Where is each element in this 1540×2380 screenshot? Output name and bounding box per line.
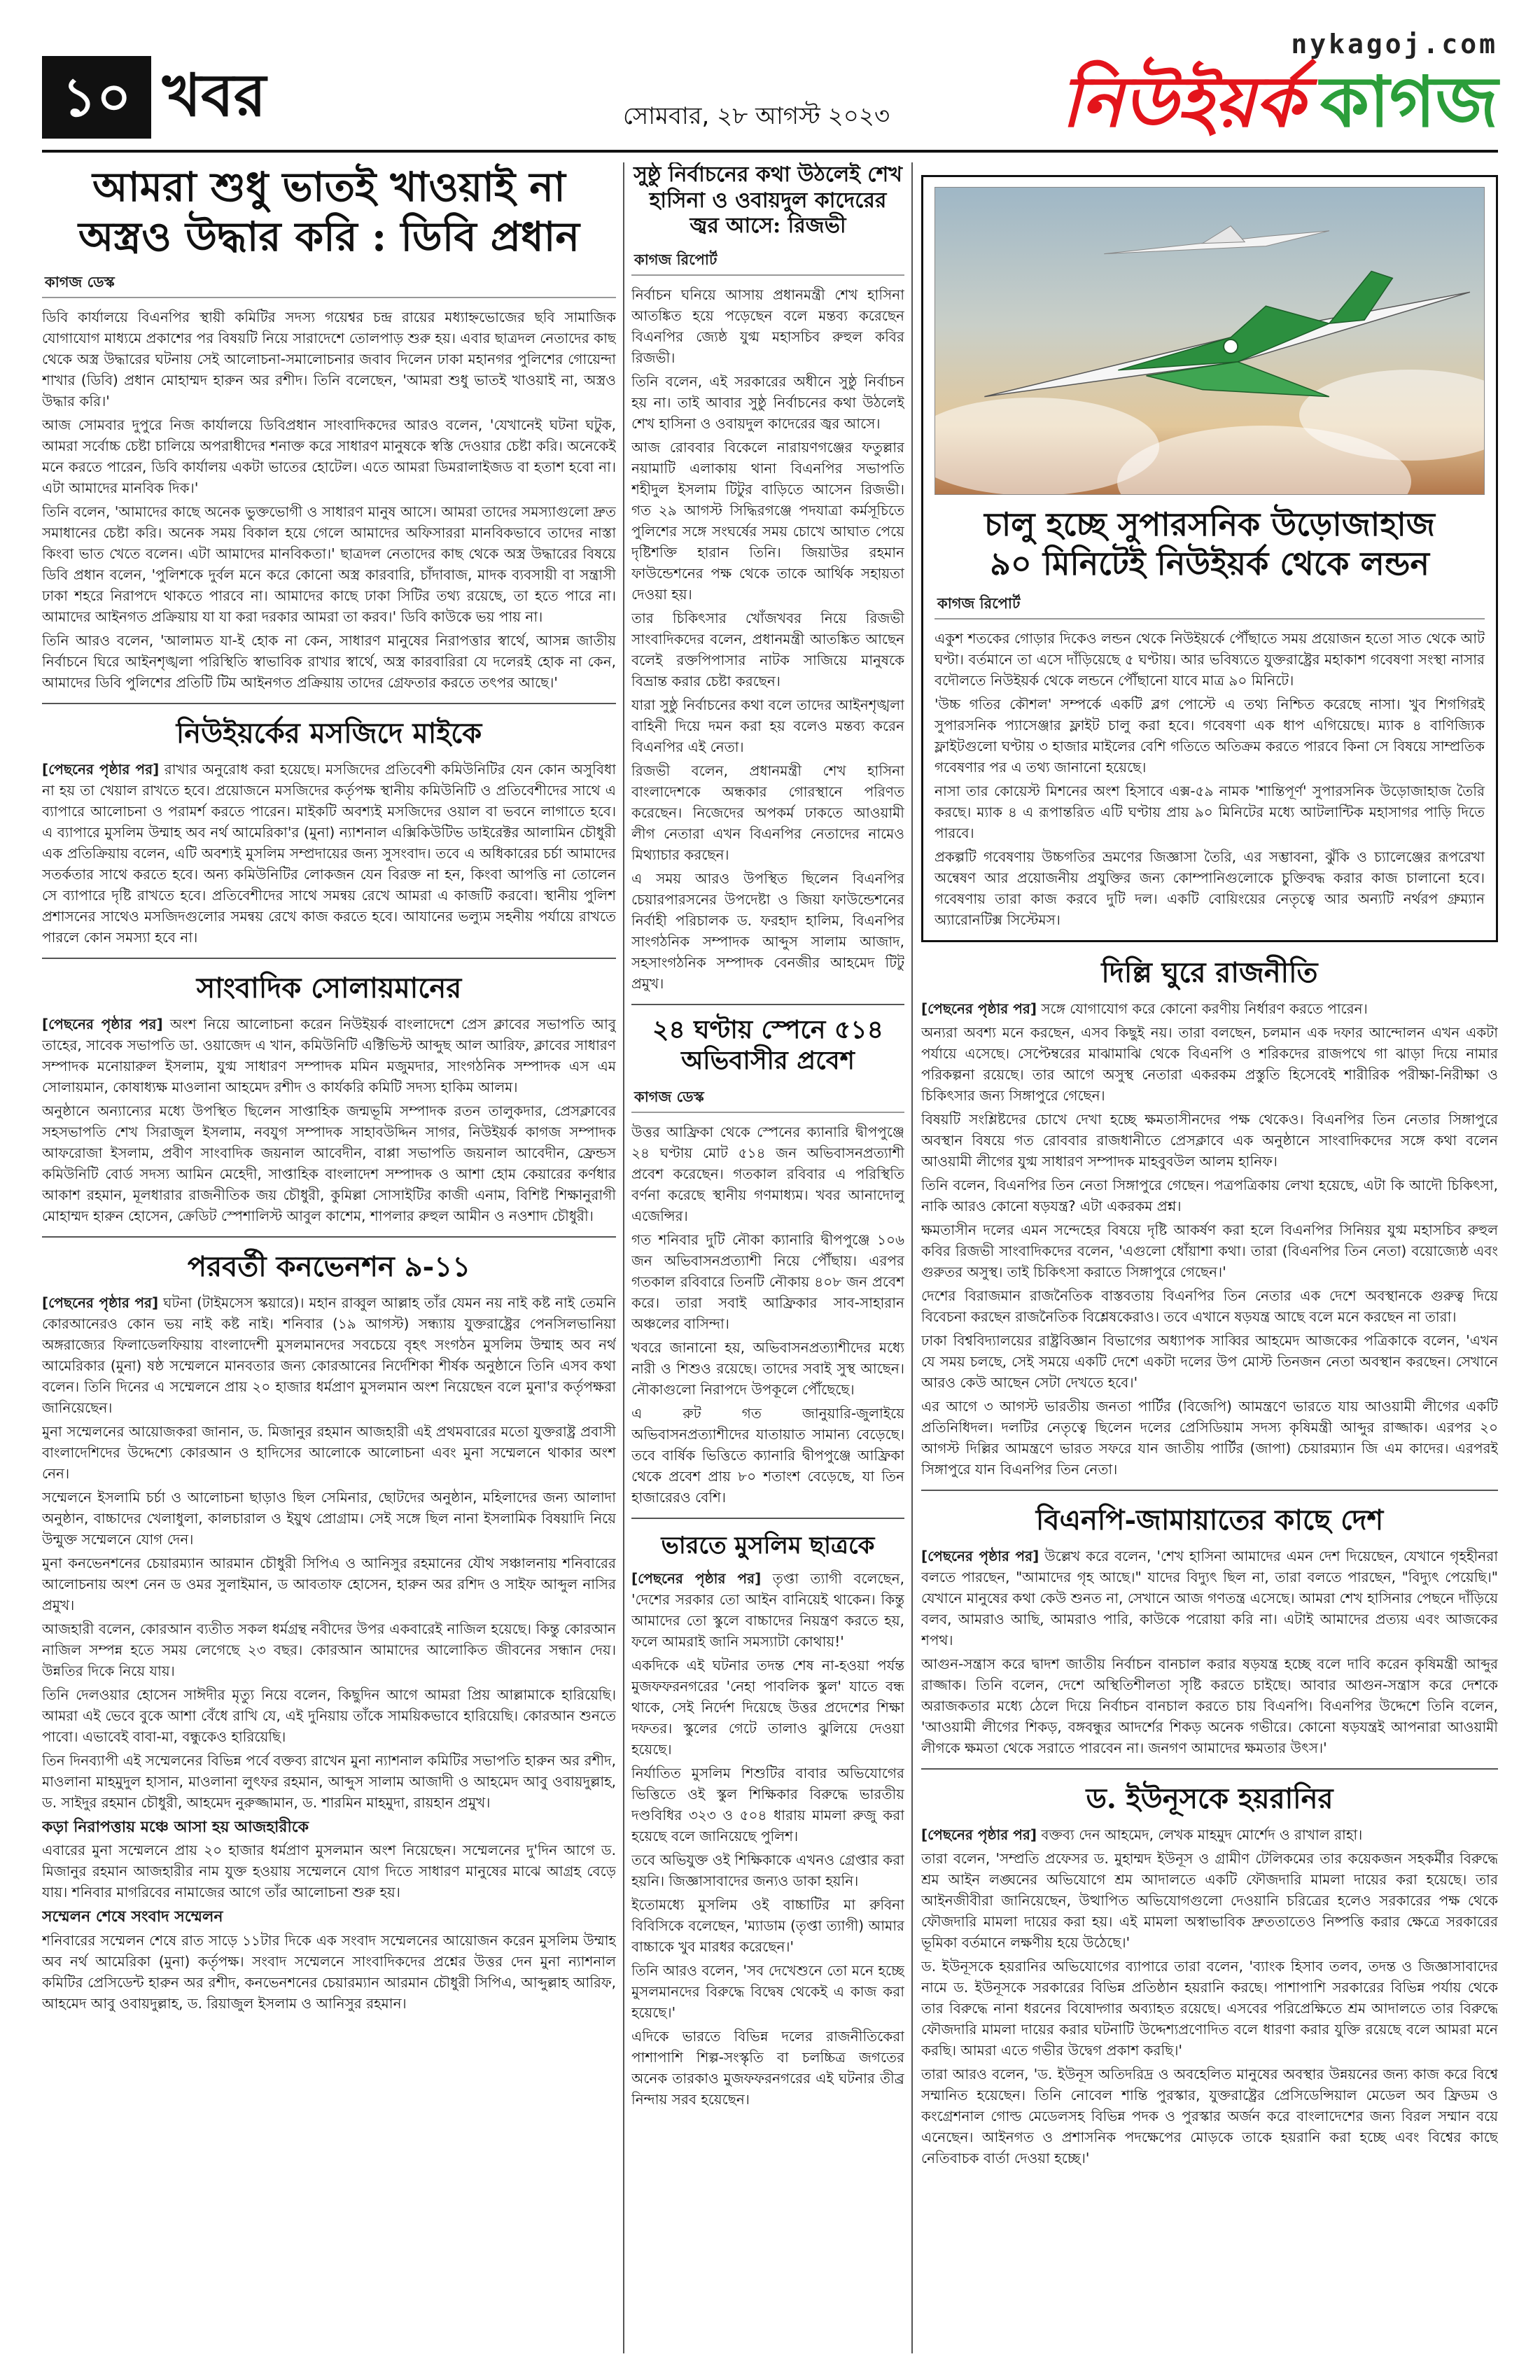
paragraph: খবরে জানানো হয়, অভিবাসনপ্রত্যাশীদের মধ্যে নারী ও শিশুও রয়েছে। তাদের সবাই সুস্থ আছেন। নৌকাগুলো নিরাপদে উপকূলে পৌঁছেছে। <box>631 1338 904 1398</box>
article-body <box>42 1292 616 2015</box>
paragraph <box>921 1546 1498 1651</box>
paragraph: তারা বলেন, 'সম্প্রতি প্রফেসর ড. মুহাম্মদ ইউনূস ও গ্রামীণ টেলিকমের তার কয়েকজন সহকর্মীর বিরুদ্ধে শ্রম আইন লঙ্ঘনের অভিযোগে শ্রম আদালতে একটি ফৌজদারি মামলা দায়ের করা হয়েছে। তার আইনজীবীরা জানিয়েছেন, উত্থাপিত অভিযোগগুলো দেওয়ানি চরিত্রের হলেও সরকারের পক্ষ থেকে ফৌজদারি মামলা দায়ের করা হয়। এই মামলা অস্বাভাবিক দ্রুততাতেও নিষ্পত্তি করার ক্ষেত্রে সরকারের ভূমিকা বর্তমানে লক্ষণীয় হয়ে উঠেছে।' <box>921 1850 1498 1952</box>
paragraph: ড. ইউনূসকে হয়রানির অভিযোগের ব্যাপারে তারা বলেন, 'ব্যাংক হিসাব তলব, তদন্ত ও জিজ্ঞাসাবাদের নামে ড. ইউনূসকে সরকারের বিভিন্ন প্রতিষ্ঠান হয়রানি করছে। পাশাপাশি সরকারের বিভিন্ন পর্যায় থেকে তার বিরুদ্ধে নানা ধরনের বিষোদ্গার অব্যাহত রয়েছে। এসবের পরিপ্রেক্ষিতে শ্রম আদালতে তার বিরুদ্ধে ফৌজদারি মামলা দায়ের করার ঘটনাটি উদ্দেশ্যপ্রণোদিত বলে ধারণা করার যুক্তি রয়েছে বলে আমরা মনে করছি। আমরা এতে গভীর উদ্বেগ প্রকাশ করছি।' <box>921 1958 1498 2059</box>
paragraph: 'উচ্চ গতির কৌশল' সম্পর্কে একটি ব্লগ পোস্টে এ তথ্য নিশ্চিত করেছে নাসা। খুব শিগগিরই সুপারসনিক প্যাসেঞ্জার ফ্লাইট চালু করা হবে। গবেষণা এক ধাপ এগিয়েছে। ম্যাক ৪ বাণিজ্যিক ফ্লাইটগুলো ঘণ্টায় ৩ হাজার মাইলের বেশি গতিতে অতিক্রম করতে পারবে কিনা সে বিষয়ে সাম্প্রতিক গবেষণার পর এ তথ্য জানানো হয়েছে। <box>934 696 1485 776</box>
paragraph: ক্ষমতাসীন দলের এমন সন্দেহের বিষয়ে দৃষ্টি আকর্ষণ করা হলে বিএনপির সিনিয়র যুগ্ম মহাসচিব রুহুল কবির রিজভী সাংবাদিকদের বলেন, 'এগুলো ধোঁয়াশা কথা। তারা (বিএনপির তিন নেতা) বয়োজ্যেষ্ঠ এবং গুরুতর অসুস্থ। তাই চিকিৎসা করাতে সিঙ্গাপুরে গেছেন।' <box>921 1222 1498 1281</box>
paragraph: মুনা সম্মেলনের আয়োজকরা জানান, ড. মিজানুর রহমান আজহারী এই প্রথমবারের মতো যুক্তরাষ্ট্র প্রবাসী বাংলাদেশিদের উদ্দেশ্যে কোরআন ও হাদিসের আলোকে আলোচনা এবং মুনা সম্মেলনে থাকার অংশ নেন। <box>42 1422 616 1482</box>
article-body <box>42 759 616 948</box>
article-rizvi <box>631 162 904 994</box>
headline: সুষ্ঠু নির্বাচনের কথা উঠলেই শেখ হাসিনা ও ওবায়দুল কাদেরের জ্বর আসে: রিজভী <box>634 162 902 239</box>
headline: নিউইয়র্কের মসজিদে মাইকে <box>176 716 482 750</box>
paragraph: দেশের বিরাজমান রাজনৈতিক বাস্তবতায় বিএনপির তিন নেতার এক দেশে অবস্থানকে গুরুত্ব দিয়ে বিবেচনা করছেন রাজনৈতিক বিশ্লেষকেরাও। তবে এখানে ষড়যন্ত্র আছে বলে মনে করছেন না তারা। <box>921 1287 1498 1326</box>
paragraph-text: ঘটনা (টাইমসেস স্কয়ারে)। মহান রাব্বুল আল্লাহ তাঁর যেমন নয় নাই কষ্ট নাই তেমনি কোরআনেরও কোন ভয় নাই কষ্ট নাই। শনিবার (১৯ আগস্ট) সন্ধ্যায় যুক্তরাষ্ট্রের পেনসিলভানিয়া অঙ্গরাজ্যের ফিলাডেলফিয়ায় বাংলাদেশী মুসলমানদের সবচেয়ে বৃহৎ সংগঠন মুসলিম উম্মাহ অব নর্থ আমেরিকার (মুনা) ষষ্ঠ সম্মেলনে মানবতার জন্য কোরআনের নির্দেশিকা শীর্ষক অনুষ্ঠানে তিনি এসব কথা বলেন। তিনি দিনের এ সম্মেলনে প্রায় ২০ হাজার ধর্মপ্রাণ মুসলমান অংশ নিয়েছেন বলে মুনা'র কর্তৃপক্ষরা জানিয়েছেন। <box>42 1294 616 1416</box>
paragraph: গত শনিবার দুটি নৌকা ক্যানারি দ্বীপপুঞ্জে ১০৬ জন অভিবাসনপ্রত্যাশী নিয়ে পৌঁছায়। এরপর গতকাল রবিবারে তিনটি নৌকায় ৪০৮ জন প্রবেশ করে। তারা সবাই আফ্রিকার সাব-সাহারান অঞ্চলের বাসিন্দা। <box>631 1231 904 1332</box>
article-spain <box>631 1015 904 1508</box>
article-body <box>42 307 616 693</box>
jump-marker: [পেছনের পৃষ্ঠার পর] <box>42 760 160 778</box>
article-body <box>934 628 1485 930</box>
paragraph: ইতোমধ্যে মুসলিম ওই বাচ্চাটির মা রুবিনা বিবিসিকে বলেছেন, 'ম্যাডাম (তৃপ্তা ত্যাগী) আমার বাচ্চাকে খুব মারধর করেছেন।' <box>631 1896 904 1955</box>
paragraph: প্রকল্পটি গবেষণায় উচ্চগতির ভ্রমণের জিজ্ঞাসা তৈরি, এর সম্ভাবনা, ঝুঁকি ও চ্যালেঞ্জের রূপরেখা অন্বেষণ আর প্রয়োজনীয় প্রযুক্তির জন্য কোম্পানিগুলোকে চুক্তিবদ্ধ করার কাজ চালানো হবে। গবেষণায় তারা কাজ করবে দুটি দল। একটি বোয়িংয়ের নেতৃত্বে আর অন্যটি নর্থরপ গ্রুম্যান অ্যারোনটিক্স সিস্টেমস। <box>934 848 1485 929</box>
supersonic-jet-photo <box>934 187 1485 495</box>
paragraph: তিনি বলেন, বিএনপির তিন নেতা সিঙ্গাপুরে গেছেন। পত্রপত্রিকায় লেখা হয়েছে, এটা কি আদৌ চিকিৎসা, নাকি আরও কোনো ষড়যন্ত্র? এটা একরকম প্রশ্ন। <box>921 1177 1498 1215</box>
paragraph: এ সময় আরও উপস্থিত ছিলেন বিএনপির চেয়ারপারসনের উপদেষ্টা ও জিয়া ফাউন্ডেশনের নির্বাহী পরিচালক ড. ফরহাদ হালিম, বিএনপির সাংগঠনিক সম্পাদক আব্দুস সালাম আজাদ, সহসাংগঠনিক সম্পাদক বেনজীর আহমেদ টিটু প্রমুখ। <box>631 869 904 992</box>
paragraph: তিন দিনব্যাপী এই সম্মেলনের বিভিন্ন পর্বে বক্তব্য রাখেন মুনা ন্যাশনাল কমিটির সভাপতি হারুন অর রশীদ, মাওলানা মাহমুদুল হাসান, মাওলানা লুৎফর রহমান, আব্দুস সালাম আজাদী ও আহমেদ আবু ওবায়দুল্লাহ, ড. সাইদুর রহমান চৌধুরী, আহমেদ নুরুজ্জামান, ড. শারমিন মাহমুদা, রায়হান প্রমুখ। <box>42 1751 616 1811</box>
paragraph: নির্যাতিত মুসলিম শিশুটির বাবার অভিযোগের ভিত্তিতে ওই স্কুল শিক্ষিকার বিরুদ্ধে ভারতীয় দণ্ডবিধির ৩২৩ ও ৫০৪ ধারায় মামলা রুজু করা হয়েছে বলে জানিয়েছে পুলিশ। <box>631 1764 904 1844</box>
headline <box>934 505 1485 583</box>
paragraph: এর আগে ৩ আগস্ট ভারতীয় জনতা পার্টির (বিজেপি) আমন্ত্রণে ভারতে যায় আওয়ামী লীগের একটি প্রতিনিধিদল। দলটির নেতৃত্বে ছিলেন দলের প্রেসিডিয়াম সদস্য কৃষিমন্ত্রী আব্দুর রাজ্জাক। এরপর ২০ আগস্ট দিল্লির আমন্ত্রণে ভারত সফরে যান জাতীয় পার্টির (জাপা) চেয়ারম্যান জি এম কাদের। এরপরই সিঙ্গাপুরে যান বিএনপির তিন নেতা। <box>921 1398 1498 1478</box>
masthead-divider <box>42 150 1498 153</box>
jump-marker: [পেছনের পৃষ্ঠার পর] <box>921 1826 1037 1844</box>
paragraph <box>42 1292 616 1418</box>
jump-marker: [পেছনের পৃষ্ঠার পর] <box>921 1000 1037 1018</box>
article-body <box>921 1546 1498 1758</box>
paragraph: আজহারী বলেন, কোরআন ব্যতীত সকল ধর্মগ্রন্থ নবীদের উপর একবারেই নাজিল হয়েছে। কিন্তু কোরআন নাজিল সম্পন্ন হতে সময় লেগেছে ২৩ বছর। কোরআন আমাদের আলোকিত জীবনের সন্ধান দেয়। উন্নতির দিকে নিয়ে যায়। <box>42 1620 616 1679</box>
paragraph: নির্বাচন ঘনিয়ে আসায় প্রধানমন্ত্রী শেখ হাসিনা আতঙ্কিত হয়ে পড়েছেন বলে মন্তব্য করেছেন বিএনপির জ্যেষ্ঠ যুগ্ম মহাসচিব রুহুল কবির রিজভী। <box>631 286 904 366</box>
headline: ২৪ ঘণ্টায় স্পেনে ৫১৪ অভিবাসীর প্রবেশ <box>652 1014 884 1075</box>
paragraph: মুনা কনভেনশনের চেয়ারম্যান আরমান চৌধুরী সিপিএ ও আনিসুর রহমানের যৌথ সঞ্চালনায় শনিবারের আলোচনায় অংশ নেন ড ওমর সুলাইমান, ড আবতাফ হোসেন, হারুন অর রশিদ ও সাইফ আব্দুল নাসির প্রমুখ। <box>42 1554 616 1614</box>
paragraph-text: সঙ্গে যোগাযোগ করে কোনো করণীয় নির্ধারণ করতে পারেন। <box>1041 1000 1368 1018</box>
article-delhi <box>921 955 1498 1480</box>
divider <box>42 703 616 704</box>
paragraph: ডিবি কার্যালয়ে বিএনপির স্থায়ী কমিটির সদস্য গয়েশ্বর চন্দ্র রায়ের মধ্যাহ্নভোজের ছবি সামাজিক যোগাযোগ মাধ্যমে প্রকাশের পর বিষয়টি নিয়ে সারাদেশে তোলপাড় শুরু হয়। এবার ছাত্রদল নেতাদের কাছ থেকে অস্ত্র উদ্ধারের ঘটনায় সেই আলোচনা-সমালোচনার জবাব দিলেন ঢাকা মহানগর পুলিশের গোয়েন্দা শাখার (ডিবি) প্রধান মোহাম্মদ হারুন অর রশীদ। তিনি বলেছেন, 'আমরা শুধু ভাতই খাওয়াই না, অস্ত্রও উদ্ধার করি।' <box>42 308 616 410</box>
paragraph: তার চিকিৎসার খোঁজখবর নিয়ে রিজভী সাংবাদিকদের বলেন, প্রধানমন্ত্রী আতঙ্কিত আছেন বলেই রক্তপিপাসার নাটক সাজিয়ে মানুষকে বিভ্রান্ত করার চেষ্টা করছেন। <box>631 609 904 690</box>
article-journalist <box>42 970 616 1226</box>
article-body <box>921 998 1498 1480</box>
paragraph: নাসা তার কোয়েস্ট মিশনের অংশ হিসাবে এক্স-৫৯ নামক 'শান্তিপূর্ণ' সুপারসনিক উড়োজাহাজ তৈরি করছে। ম্যাক ৪ এ রূপান্তরিত এটি ঘণ্টায় প্রায় ৯০ মিনিটের মধ্যে আটলান্টিক মহাসাগর পাড়ি দিতে পারবে। <box>934 783 1485 842</box>
divider <box>921 1768 1498 1770</box>
headline: ভারতে মুসলিম ছাত্রকে <box>661 1531 875 1560</box>
article-body <box>631 284 904 994</box>
article-body <box>631 1568 904 2110</box>
column-divider <box>911 162 913 2353</box>
paragraph: অনুষ্ঠানে অন্যান্যের মধ্যে উপস্থিত ছিলেন সাপ্তাহিক জন্মভূমি সম্পাদক রতন তালুকদার, প্রেসক্লাবের সহসভাপতি শেখ সিরাজুল ইসলাম, নবযুগ সম্পাদক সাহাবউদ্দিন সাগর, নিউইয়র্ক কাগজ সম্পাদক আফরোজা ইসলাম, প্রবীণ সাংবাদিক জয়নাল আবেদীন, বাপ্পা সভাপতি জয়নাল আবেদীন, ফ্রেন্ডস কমিউনিটি বোর্ড সদস্য আমিন মেহেদী, সাপ্তাহিক বাংলাদেশ সম্পাদক ও আশা হোম কেয়ারের কর্ণধার আকাশ রহমান, মূলধারার রাজনীতিক জয় চৌধুরী, কুমিল্লা সোসাইটির কাজী এনাম, বিশিষ্ট শিক্ষানুরাগী মোহাম্মদ হারুন হোসেন, ক্রেডিট স্পেশালিস্ট আবুল কাশেম, শাপলার রুহুল আমীন ও নওশাদ চৌধুরী। <box>42 1102 616 1224</box>
subheading: কড়া নিরাপত্তায় মঞ্চে আসা হয় আজহারীকে <box>42 1818 309 1836</box>
paragraph <box>42 1014 616 1098</box>
paragraph-text: অংশ নিয়ে আলোচনা করেন নিউইয়র্ক বাংলাদেশে প্রেস ক্লাবের সভাপতি আবু তাহের, সাবেক সভাপতি ডা. ওয়াজেদ এ খান, কমিউনিটি এক্টিভিস্ট আব্দুছ আল আরিফ, ক্লাবের সাধারণ সম্পাদক মনোয়ারুল ইসলাম, যুগ্ম সাধারণ সম্পাদক মমিন মজুমদার, সাংগঠনিক সম্পাদক এস এম সোলায়মান, কোষাধ্যক্ষ মাওলানা আহমেদ রশীদ ও কার্যকরি কমিটি সদস্য হাকিম আলম। <box>42 1015 616 1096</box>
paragraph-text: তৃপ্তা ত্যাগী বলেছেন, 'দেশের সরকার তো আইন বানিয়েই থাকেন। কিন্তু আমাদের তো স্কুলে বাচ্চাদের নিয়ন্ত্রণ করতে হয়, ফলে আমরাই জানি সমস্যাটা কোথায়!' <box>631 1569 904 1650</box>
headline: ড. ইউনূসকে হয়রানির <box>1086 1782 1334 1816</box>
jump-marker: [পেছনের পৃষ্ঠার পর] <box>921 1548 1040 1565</box>
article-db-chief <box>42 162 616 693</box>
newspaper-logo[interactable] <box>1061 56 1498 147</box>
paragraph: তবে অভিযুক্ত ওই শিক্ষিকাকে এখনও গ্রেপ্তার করা হয়নি। জিজ্ঞাসাবাদের জন্যও ডাকা হয়নি। <box>631 1851 904 1889</box>
article-bnp-jamaat <box>921 1502 1498 1758</box>
paragraph-text: রাখার অনুরোধ করা হয়েছে। মসজিদের প্রতিবেশী কমিউনিটির যেন কোন অসুবিধা না হয় তা খেয়াল রাখতে হবে। প্রয়োজনে মসজিদের কর্তৃপক্ষ স্থানীয় কমিউনিটি ও প্রতিবেশীদের সাথে এ ব্যাপারে আলোচনা ও পরামর্শ করতে পারেন। মাইকটি অবশ্যই মসজিদের ওয়াল বা ভবনে লাগাতে হবে। এ ব্যাপারে মুসলিম উম্মাহ অব নর্থ আমেরিকা'র (মুনা) ন্যাশনাল এক্সিকিউটিভ ডাইরেক্টর আলামিন চৌধুরী এক প্রতিক্রিয়ায় বলেন, এটি অবশ্যই মুসলিম সম্প্রদায়ের জন্য সুসংবাদ। তবে এ অধিকারের চর্চা আমাদের সতর্কতার সাথে করতে হবে। অন্য কমিউনিটির লোকজন যেন বিরক্ত না হন, কিংবা আপত্তি না তোলেন সে ব্যাপারে দৃষ্টি রাখতে হবে। প্রতিবেশীদের সাথে সমন্বয় রেখে আমরা এ কাজটি করবো। স্থানীয় পুলিশ প্রশাসনের সাথেও মসজিদগুলোর সমন্বয় রেখে কাজ করতে হবে। আযানের ভল্যুম সহনীয় পর্যায়ে রাখতে পারলে কোন সমস্যা হবে না। <box>42 760 616 946</box>
byline: কাগজ ডেস্ক <box>631 1084 904 1113</box>
left-column <box>42 162 616 2353</box>
article-supersonic <box>921 175 1498 942</box>
headline-line-2: ৯০ মিনিটেই নিউইয়র্ক থেকে লন্ডন <box>990 545 1429 583</box>
article-convention <box>42 1249 616 2015</box>
paragraph: এবারের মুনা সম্মেলনে প্রায় ২০ হাজার ধর্মপ্রাণ মুসলমান অংশ নিয়েছেন। সম্মেলনের দু'দিন আগে ড. মিজানুর রহমান আজহারীর নাম যুক্ত হওয়ায় সম্মেলনে যোগ দিতে সাধারণ মানুষের মাঝে আগ্রহ বেড়ে যায়। শনিবার মাগরিবের নামাজের আগে তাঁর আলোচনা শুরু হয়। <box>42 1842 616 1901</box>
byline: কাগজ ডেস্ক <box>42 269 616 298</box>
jet-illustration <box>935 188 1484 494</box>
paragraph: তিনি আরও বলেন, 'সব দেখেশুনে তো মনে হচ্ছে মুসলমানদের বিরুদ্ধে বিদ্বেষ থেকেই এ কাজ করা হয়েছে।' <box>631 1961 904 2021</box>
logo-text-2: কাগজ <box>1320 60 1498 143</box>
paragraph: ঢাকা বিশ্ববিদ্যালয়ের রাষ্ট্রবিজ্ঞান বিভাগের অধ্যাপক সাব্বির আহমেদ আজকের পত্রিকাকে বলেন, 'এখন যে সময় চলছে, সেই সময়ে একটি দেশে একটা দলের উপ মোস্ট তিনজন নেতা অবস্থান করছেন। সেখানে আরও কেউ আছেন সেটা দেখতে হবে।' <box>921 1332 1498 1392</box>
paragraph: আজ রোববার বিকেলে নারায়ণগঞ্জের ফতুল্লার নয়ামাটি এলাকায় থানা বিএনপির সভাপতি শহীদুল ইসলাম টিটুর বাড়িতে আসেন রিজভী। গত ২৯ আগস্ট সিদ্ধিরগঞ্জে পদযাত্রা কর্মসূচিতে পুলিশের সঙ্গে সংঘর্ষের সময় চোখে আঘাত পেয়ে দৃষ্টিশক্তি হারান তিনি। জিয়াউর রহমান ফাউন্ডেশনের পক্ষ থেকে তাকে আর্থিক সহায়তা দেওয়া হয়। <box>631 438 904 603</box>
paragraph: সম্মেলনে ইসলামি চর্চা ও আলোচনা ছাড়াও ছিল সেমিনার, ছোটদের অনুষ্ঠান, মহিলাদের জন্য আলাদা অনুষ্ঠান, বাচ্চাদের খেলাধুলা, কালচারাল ও ইয়ুথ প্রোগ্রাম। সেই সঙ্গে ছিল নানা ইসলামিক বিষয়াদি নিয়ে উন্মুক্ত সম্মেলনে যোগ দেন। <box>42 1488 616 1548</box>
headline: পরবর্তী কনভেনশন ৯-১১ <box>187 1250 471 1283</box>
paragraph: তিনি দেলওয়ার হোসেন সাঈদীর মৃত্যু নিয়ে বলেন, কিছুদিন আগে আমরা প্রিয় আল্লামাকে হারিয়েছি। আমরা এই ভেবে বুকে আশা বেঁধে রাখি যে, এই দুনিয়ায় তাঁকে সাময়িকভাবে হারিয়েছি। কোরআন শুনতে পাবো। এভাবেই বাবা-মা, বন্ধুকেও হারিয়েছি। <box>42 1686 616 1745</box>
headline: দিল্লি ঘুরে রাজনীতি <box>1101 956 1318 990</box>
issue-date: সোমবার, ২৮ আগস্ট ২০২৩ <box>623 102 890 130</box>
paragraph: শনিবারের সম্মেলন শেষে রাত সাড়ে ১১টার দিকে এক সংবাদ সম্মেলনের আয়োজন করেন মুসলিম উম্মাহ অব নর্থ আমেরিকা (মুনা) কর্তৃপক্ষ। সংবাদ সম্মেলনে সাংবাদিকদের প্রশ্নের উত্তর দেন মুনা ন্যাশনাল কমিটির প্রেসিডেন্ট হারুন অর রশীদ, কনভেনশনের চেয়ারম্যান আরমান চৌধুরী সিপিএ, আব্দুল্লাহ আরিফ, আহমেদ আবু ওবায়দুল্লাহ, ড. রিয়াজুল ইসলাম ও আনিসুর রহমান। <box>42 1932 616 2012</box>
paragraph: একুশ শতকের গোড়ার দিকেও লন্ডন থেকে নিউইয়র্কে পৌঁছাতে সময় প্রয়োজন হতো সাত থেকে আট ঘণ্টা। বর্তমানে তা এসে দাঁড়িয়েছে ৫ ঘণ্টায়। আর ভবিষ্যতে যুক্তরাষ্ট্রের মহাকাশ গবেষণা সংস্থা নাসার বদৌলতে নিউইয়র্ক থেকে লন্ডনে পৌঁছানো যাবে মাত্র ৯০ মিনিটে। <box>934 630 1485 690</box>
headline: সাংবাদিক সোলায়মানের <box>196 971 462 1004</box>
headline: বিএনপি-জামায়াতের কাছে দেশ <box>1035 1504 1384 1537</box>
paragraph: যারা সুষ্ঠু নির্বাচনের কথা বলে তাদের আইনশৃঙ্খলা বাহিনী দিয়ে দমন করা হয় বলেও মন্তব্য করেন বিএনপির এই নেতা। <box>631 696 904 755</box>
subheading: সম্মেলন শেষে সংবাদ সম্মেলন <box>42 1908 223 1926</box>
paragraph: রিজভী বলেন, প্রধানমন্ত্রী শেখ হাসিনা বাংলাদেশকে অন্ধকার গোরস্থানে পরিণত করেছেন। নিজেদের অপকর্ম ঢাকতে আওয়ামী লীগ নেতারা এখন বিএনপির নেতাদের নামেও মিথ্যাচার করছেন। <box>631 762 904 863</box>
paragraph-text: বক্তব্য দেন আহমেদ, লেখক মাহমুদ মোর্শেদ ও রাখাল রাহা। <box>1041 1826 1363 1844</box>
section-name: খবর <box>162 60 267 130</box>
jump-marker: [পেছনের পৃষ্ঠার পর] <box>42 1015 163 1032</box>
paragraph: আগুন-সন্ত্রাস করে দ্বাদশ জাতীয় নির্বাচন বানচাল করার ষড়যন্ত্র হচ্ছে বলে দাবি করেন কৃষিমন্ত্রী আব্দুর রাজ্জাক। তিনি বলেন, দেশে অস্থিতিশীলতা সৃষ্টি করতে চাইছে। আবার আগুন-সন্ত্রাস করে দেশকে অরাজকতার মধ্যে ঠেলে দিয়ে নির্বাচন বানচাল করতে চায় বিএনপি। বিএনপির উদ্দেশে তিনি বলেন, 'আওয়ামী লীগের শিকড়, বঙ্গবন্ধুর আদর্শের শিকড় অনেক গভীরে। কোনো ষড়যন্ত্রই আপনারা আওয়ামী লীগকে ক্ষমতা থেকে সরাতে পারবেন না। জনগণ আমাদের ক্ষমতার উৎস।' <box>921 1656 1498 1757</box>
byline: কাগজ রিপোর্ট <box>631 246 904 276</box>
byline: কাগজ রিপোর্ট <box>934 590 1485 620</box>
divider <box>42 1236 616 1238</box>
paragraph: অন্যরা অবশ্য মনে করছেন, এসব কিছুই নয়। তারা বলছেন, চলমান এক দফার আন্দোলন এখন একটা পর্যায়ে এসেছে। সেপ্টেম্বরের মাঝামাঝি থেকে বিএনপি ও শরিকদের রাজপথে গা ঝাড়া দিয়ে নামার পরিকল্পনা রয়েছে। তার আগে অসুস্থ নেতারা একরকম প্রস্তুতি হিসেবেই শারীরিক পরীক্ষা-নিরীক্ষা ও চিকিৎসার জন্য সিঙ্গাপুরে গেছেন। <box>921 1024 1498 1105</box>
divider <box>631 1004 904 1005</box>
paragraph: তিনি বলেন, 'আমাদের কাছে অনেক ভুক্তভোগী ও সাধারণ মানুষ আসে। আমরা তাদের সমস্যাগুলো দ্রুত সমাধানের চেষ্টা করি। অনেক সময় বিকাল হয়ে গেলে আমাদের অফিসাররা মানবিকভাবে তাদের নাস্তা কিংবা ভাত খেতে বলেন। এটা আমাদের মানবিকতা।' ছাত্রদল নেতাদের কাছ থেকে অস্ত্র উদ্ধারের বিষয়ে ডিবি প্রধান বলেন, 'পুলিশকে দুর্বল মনে করে কোনো অস্ত্র কারবারি, চাঁদাবাজ, মাদক ব্যবসায়ী বা সন্ত্রাসী ঢাকা শহরে নিরাপদে থাকতে পারবে না। আমাদের কাছে ঢাকা সিটির তথ্য রয়েছে, তা হতে পারে না। আমাদের আইনগত প্রক্রিয়ায় যা যা করা দরকার আমরা তা করব।' ডিবি কাউকে ভয় পায় না। <box>42 503 616 625</box>
paragraph: উত্তর আফ্রিকা থেকে স্পেনের ক্যানারি দ্বীপপুঞ্জে ২৪ ঘণ্টায় মোট ৫১৪ জন অভিবাসনপ্রত্যাশী প্রবেশ করেছেন। গতকাল রবিবার এ পরিস্থিতি বর্ণনা করেছে স্থানীয় গণমাধ্যম। খবর আনাদোলু এজেন্সির। <box>631 1123 904 1224</box>
page-number: ১০ <box>42 56 151 139</box>
divider <box>921 1490 1498 1491</box>
paragraph: আজ সোমবার দুপুরে নিজ কার্যালয়ে ডিবিপ্রধান সাংবাদিকদের আরও বলেন, 'যেখানেই ঘটনা ঘটুক, আমরা সর্বোচ্চ চেষ্টা চালিয়ে অপরাধীদের শনাক্ত করে সাধারণ মানুষকে স্বস্তি দেওয়ার চেষ্টা করি। অনেকেই মনে করতে পারেন, ডিবি কার্যালয় একটা ভাতের হোটেল। এতে আমরা ডিমরালাইজড বা হতাশ হবো না। এটা আমাদের মানবিক দিক।' <box>42 416 616 496</box>
jump-marker: [পেছনের পৃষ্ঠার পর] <box>631 1569 762 1587</box>
headline <box>42 162 616 262</box>
article-india <box>631 1530 904 2110</box>
article-mosque <box>42 715 616 948</box>
middle-column <box>631 162 904 2353</box>
paragraph <box>42 759 616 948</box>
paragraph: তিনি আরও বলেন, 'আলামত যা-ই হোক না কেন, সাধারণ মানুষের নিরাপত্তার স্বার্থে, আসন্ন জাতীয় নির্বাচনে ঘিরে আইনশৃঙ্খলা পরিস্থিতি স্বাভাবিক রাখার স্বার্থে, অস্ত্র কারবারিরা যে দলেরই হোক না কেন, আমাদের ডিবি পুলিশের প্রতিটি টিম আইনগত প্রক্রিয়ায় তাদের গ্রেফতার করতে তৎপর আছে।' <box>42 631 616 691</box>
paragraph <box>921 998 1498 1019</box>
jump-marker: [পেছনের পৃষ্ঠার পর] <box>42 1294 159 1311</box>
column-divider <box>623 162 624 2353</box>
paragraph <box>921 1824 1498 1845</box>
paragraph <box>631 1568 904 1652</box>
paragraph: তারা আরও বলেন, 'ড. ইউনূস অতিদরিদ্র ও অবহেলিত মানুষের অবস্থার উন্নয়নের জন্য কাজ করে বিশ্বে সম্মানিত হয়েছেন। তিনি নোবেল শান্তি পুরস্কার, যুক্তরাষ্ট্রের প্রেসিডেন্সিয়াল মেডেল অব ফ্রিডম ও কংগ্রেশনাল গোল্ড মেডেলসহ বিভিন্ন পদক ও পুরস্কার অর্জন করে বাংলাদেশের জন্য বিরল সম্মান বয়ে এনেছেন। আইনগত ও প্রশাসনিক পদক্ষেপের মোড়কে তাকে হয়রানি করা হচ্ছে এবং বিশ্বের কাছে নেতিবাচক বার্তা দেওয়া হচ্ছে।' <box>921 2066 1498 2167</box>
headline-line-2: অস্ত্রও উদ্ধার করি : ডিবি প্রধান <box>78 212 580 260</box>
article-body <box>631 1121 904 1508</box>
headline-line-1: আমরা শুধু ভাতই খাওয়াই না <box>92 163 566 211</box>
logo-text-1: নিউইয়র্ক <box>1060 60 1304 143</box>
article-body <box>42 1014 616 1226</box>
paragraph: এ রুট গত জানুয়ারি-জুলাইয়ে অভিবাসনপ্রত্যাশীদের যাতায়াত সামান্য বেড়েছে। তবে বার্ষিক ভিত্তিতে ক্যানারি দ্বীপপুঞ্জে আফ্রিকা থেকে প্রবেশ প্রায় ৮০ শতাংশ বেড়েছে, যা তিন হাজারেরও বেশি। <box>631 1404 904 1506</box>
divider <box>42 958 616 959</box>
paragraph: এদিকে ভারতে বিভিন্ন দলের রাজনীতিকেরা পাশাপাশি শিল্প-সংস্কৃতি বা চলচ্চিত্র জগতের অনেক তারকাও মুজফফরনগরের এই ঘটনার তীব্র নিন্দায় সরব হয়েছেন। <box>631 2027 904 2108</box>
article-yunus <box>921 1781 1498 2169</box>
paragraph: একদিকে এই ঘটনার তদন্ত শেষ না-হওয়া পর্যন্ত মুজফফরনগরের 'নেহা পাবলিক স্কুল' যাতে বন্ধ থাকে, সেই নির্দেশ দিয়েছে উত্তর প্রদেশের শিক্ষা দফতর। স্কুলের গেটে তালাও ঝুলিয়ে দেওয়া হয়েছে। <box>631 1656 904 1758</box>
paragraph-text: উল্লেখ করে বলেন, 'শেখ হাসিনা আমাদের এমন দেশ দিয়েছেন, যেখানে গৃহহীনরা বলতে পারছেন, "আমাদের গৃহ আছে।" যাদের বিদ্যুৎ ছিল না, তারা বলতে পারছেন, "বিদ্যুৎ পেয়েছি।" যেখানে মানুষের কথা কেউ শুনত না, সেখানে আজ গণতন্ত্র এসেছে। আমরা শেখ হাসিনার পেছনে দাঁড়িয়ে বলব, আমরাও আছি, আমরাও পারি, কাউকে পরোয়া করি না। এটাই আমাদের প্রত্যয় এবং আজকের শপথ। <box>921 1548 1498 1649</box>
paragraph: তিনি বলেন, এই সরকারের অধীনে সুষ্ঠু নির্বাচন হয় না। তাই আবার সুষ্ঠু নির্বাচনের কথা উঠলেই শেখ হাসিনা ও ওবায়দুল কাদেরের জ্বর আসে। <box>631 372 904 432</box>
paragraph: বিষয়টি সংশ্লিষ্টদের চোখে দেখা হচ্ছে ক্ষমতাসীনদের পক্ষ থেকেও। বিএনপির তিন নেতার সিঙ্গাপুরে অবস্থান বিষয়ে গত রোববার রাজধানীতে প্রেসক্লাবে এক অনুষ্ঠানে সাংবাদিকদের সঙ্গে কথা বলেন আওয়ামী লীগের যুগ্ম সাধারণ সম্পাদক মাহবুবউল আলম হানিফ। <box>921 1111 1498 1170</box>
divider <box>631 1518 904 1519</box>
headline-line-1: চালু হচ্ছে সুপারসনিক উড়োজাহাজ <box>984 505 1435 543</box>
right-column <box>921 175 1498 2353</box>
masthead <box>42 28 1498 147</box>
article-body <box>921 1824 1498 2169</box>
site-url[interactable]: nykagoj.com <box>1291 29 1498 59</box>
